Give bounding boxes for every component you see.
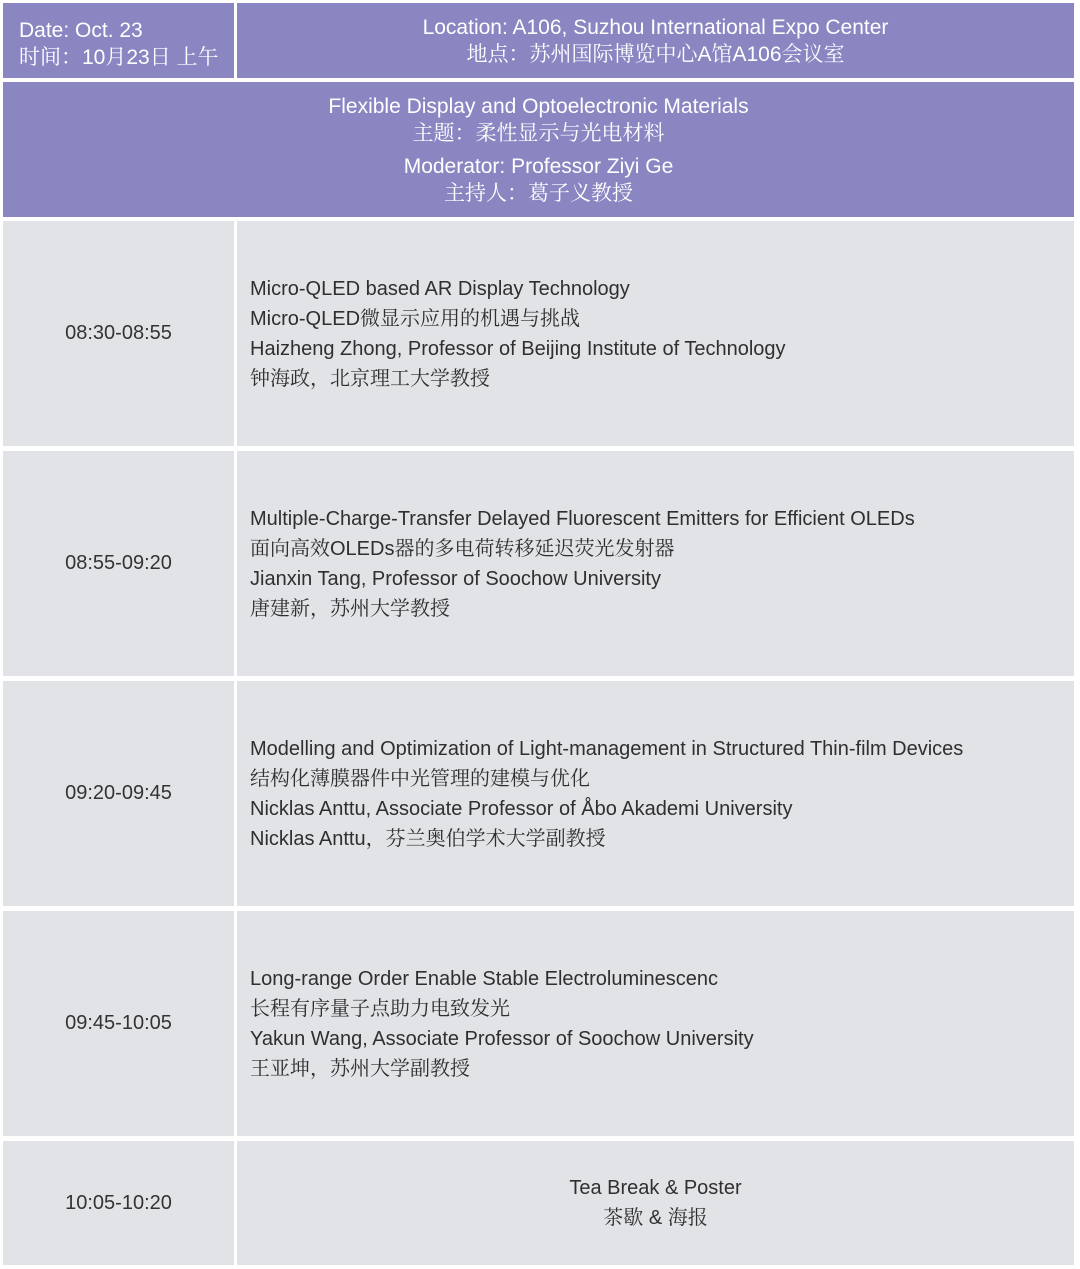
- talk-speaker-en: Nicklas Anttu, Associate Professor of Åbo Akademi University: [250, 797, 793, 820]
- break-label-cn: 茶歇 & 海报: [603, 1207, 708, 1229]
- session-theme-cn: 主题：柔性显示与光电材料: [412, 121, 665, 145]
- location-cn: 地点：苏州国际博览中心A馆A106会议室: [466, 42, 845, 66]
- talk-cell: [237, 911, 1074, 1136]
- talk-title-cn: 长程有序量子点助力电致发光: [250, 997, 510, 1020]
- break-time-cell: [3, 1141, 234, 1265]
- talk-cell: [237, 681, 1074, 906]
- session-banner: [3, 82, 1074, 217]
- time-cell: [3, 911, 234, 1136]
- talk-time: 08:55-09:20: [65, 552, 172, 574]
- talk-time: 09:20-09:45: [65, 782, 172, 804]
- talk-speaker-cn: 钟海政，北京理工大学教授: [250, 367, 490, 390]
- time-cell: [3, 221, 234, 446]
- time-cell: [3, 451, 234, 676]
- break-cell: [237, 1141, 1074, 1265]
- talk-speaker-cn: 王亚坤，苏州大学副教授: [250, 1057, 470, 1080]
- break-time: 10:05-10:20: [65, 1191, 172, 1214]
- talk-speaker-en: Yakun Wang, Associate Professor of Soochow University: [250, 1027, 754, 1050]
- talk-title-en: Multiple-Charge-Transfer Delayed Fluorescent Emitters for Efficient OLEDs: [250, 507, 915, 530]
- date-cell: [3, 3, 234, 78]
- talk-cell: [237, 451, 1074, 676]
- talk-title-cn: 面向高效OLEDs器的多电荷转移延迟荧光发射器: [250, 537, 675, 560]
- break-label-en: Tea Break & Poster: [569, 1177, 742, 1199]
- location-en: Location: A106, Suzhou International Expo Center: [422, 15, 889, 39]
- talk-cell: [237, 221, 1074, 446]
- location-cell: [237, 3, 1074, 78]
- talk-speaker-en: Haizheng Zhong, Professor of Beijing Institute of Technology: [250, 337, 786, 360]
- session-theme-en: Flexible Display and Optoelectronic Materials: [328, 94, 749, 118]
- talk-title-en: Micro-QLED based AR Display Technology: [250, 277, 630, 300]
- talk-title-en: Modelling and Optimization of Light-management in Structured Thin-film Devices: [250, 737, 964, 760]
- talk-title-cn: 结构化薄膜器件中光管理的建模与优化: [250, 767, 590, 790]
- talk-title-cn: Micro-QLED微显示应用的机遇与挑战: [250, 307, 581, 330]
- date-cn: 时间：10月23日 上午: [19, 46, 219, 69]
- time-cell: [3, 681, 234, 906]
- talk-speaker-en: Jianxin Tang, Professor of Soochow University: [250, 567, 661, 590]
- talk-speaker-cn: 唐建新，苏州大学教授: [250, 597, 450, 620]
- session-moderator-en: Moderator: Professor Ziyi Ge: [403, 154, 674, 178]
- talk-title-en: Long-range Order Enable Stable Electroluminescenc: [250, 967, 719, 990]
- date-en: Date: Oct. 23: [19, 19, 143, 42]
- talk-speaker-cn: Nicklas Anttu，芬兰奥伯学术大学副教授: [250, 827, 606, 850]
- session-moderator-cn: 主持人：葛子义教授: [444, 181, 633, 205]
- talk-time: 08:30-08:55: [65, 322, 172, 344]
- talk-time: 09:45-10:05: [65, 1012, 172, 1034]
